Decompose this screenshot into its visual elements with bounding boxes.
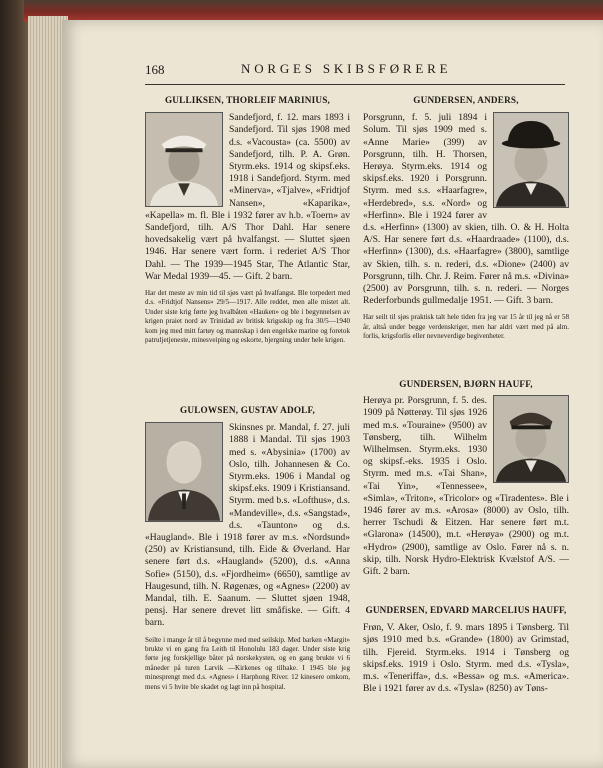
page-number: 168 bbox=[145, 62, 165, 77]
entry-note: Har det meste av min tid til sjøs vært på hvalfangst. Ble torpedert med d.s. «Fridtjof Nansens» 29/5—1917. Alle reddet, men alle mistet alt. Under siste krig førte jeg hvalbåten «Hauken» og ble i begynnelsen av krigen praiet nord av Trinidad av britisk krigsskip og fra 30/5—1940 kom jeg med mitt fartøy og mannskap i den engelske marine og foretok patruljetjeneste, minesveiping og eskorte, bjergning under hele krigen. bbox=[145, 289, 350, 345]
entry-gundersen-anders bbox=[363, 94, 569, 342]
entry-text: Herøya pr. Porsgrunn, f. 5. des. 1909 på Nøtterøy. Til sjøs 1926 med m.s. «Touraine» (9500) av Tønsberg, tilh. Wilhelm Wilhelmsen. Styrm.eks. 1930 og skipsf.-eks. 1935 i Oslo. Styrm. med m.s. «Tai Shan», «Tai Yin», «Tennessee», «Simla», «Triton», «Tricolor» og «Tiradentes». Ble i 1946 fører av m.s. «Arosa» (8000) av Oslo, tilh. herrer Tschudi & Eitzen. Har senere ført m.t. «Glarona» (14500), m.t. «Herøya» (2900) og m.t. «Hydro» (2900), samtlige av Oslo. Fører nå s. n. skip, tilh. Norsk Hydro-Elektrisk Kvælstof A/S. — Gift. 2 barn. bbox=[363, 395, 569, 578]
entry-name: GUNDERSEN, EDVARD MARCELIUS HAUFF, bbox=[365, 605, 567, 615]
entry-name: GULOWSEN, GUSTAV ADOLF, bbox=[180, 405, 315, 415]
entry-text: Frøn, V. Aker, Oslo, f. 9. mars 1895 i Tønsberg. Til sjøs 1910 med b.s. «Grande» (1800) av Grimstad, tilh. Fjereid. Styrm.eks. 1914 i Tønsberg og skipsf.eks. 1919 i Oslo. Styrm. med d.s. «Tysla», m.s. «Teneriffa», d.s. «Bessa» og m.s. «America». Ble i 1921 fører av d.s. «Tysla» (8250) av Tøns- bbox=[363, 622, 569, 695]
entry-text: Porsgrunn, f. 5. juli 1894 i Solum. Til sjøs 1909 med s. «Anne Marie» (399) av Porsgrunn, tilh. H. Thorsen, Herøya. Styrm.eks. 1914 og skipsf.eks. 1920 i Porsgrunn. Styrm. med s.s. «Haarfagre», «Herdebred», s.s. «Nord» og «Herfinn». Ble i 1924 fører av d.s. «Herfinn» (1300) av skien, tilh. O. & H. Holta A/S. Har senere ført d.s. «Haardraade» (1100), d.s. «Herfinn» (1300), d.s. «Haarfagre» (3800), samtlige av Skien, tilh. s. n. rederi, d.s. «Dione» (2400) av Porsgrunn, tilh. Chr. J. Reim. Fører nå m.s. «Divina» (2500) av Porsgrunn, tilh. s. n. rederi. — Norges Rederforbunds gullmedalje 1951. — Gift. 3 barn. bbox=[363, 112, 569, 307]
entry-gundersen-bjorn bbox=[363, 378, 569, 578]
entry-name: GUNDERSEN, BJØRN HAUFF, bbox=[399, 379, 533, 389]
portrait-photo bbox=[493, 395, 569, 483]
entry-text: Skinsnes pr. Mandal, f. 27. juli 1888 i Mandal. Til sjøs 1903 med s. «Abysinia» (1700) av Oslo, tilh. Johannesen & Co. Styrm.eks. 1906 i Mandal og skipsf.eks. 1909 i Kristiansand. Styrm. med b.s. «Lofthus», d.s. «Mandeville», d.s. «Sangstad», d.s. «Taunton» og d.s. «Haugland». Ble i 1918 fører av m.s. «Nordsund» (250) av Kristiansund, tilh. Eide & Øverland. Har senere ført d.s. «Haugland» (5200), d.s. «Anna Sofie» (5150), d.s. «Fjordheim» (6650), samtlige av Haugesund, tilh. N. Røgenæs, og «Agnes» (2200) av Mandal, tilh. E. Saanum. — Sluttet sjøen 1948, pensj. Har senere drevet litt småfiske. — Gift. 4 barn. bbox=[145, 422, 350, 629]
portrait-photo bbox=[145, 112, 223, 207]
portrait-elderly-man bbox=[146, 423, 222, 521]
portrait-man-bowler-hat bbox=[494, 113, 568, 207]
entry-gulliksen bbox=[145, 94, 350, 345]
entry-note: Har seilt til sjøs praktisk talt hele tiden fra jeg var 15 år til jeg nå er 58 år, altså under begge verdenskriger, men har aldri vært med på alm. forlis, krigsforlis eller nevneverdige begivenheter. bbox=[363, 313, 569, 341]
running-head bbox=[145, 62, 565, 82]
entry-name: GUNDERSEN, ANDERS, bbox=[413, 95, 519, 105]
portrait-officer-cap bbox=[494, 396, 568, 482]
book-binding bbox=[0, 0, 28, 768]
portrait-photo bbox=[145, 422, 223, 522]
entry-gundersen-edvard bbox=[363, 604, 569, 695]
entry-note: Seilte i mange år til å begynne med med seilskip. Med barken «Margit» brukte vi en gang fra Leith til Honolulu 183 dager. Under siste krig førte jeg forskjellige båter på norskekysten, og en gang brukte vi 6 måneder på turen Larvik —Kirkenes og tilbake. I 1945 ble jeg minesprengt med d.s. «Agnes» i Harphong River. 12 kinesere omkom, mens vi 5 hvite ble skadet og lagt inn på hospital. bbox=[145, 635, 350, 691]
page-header-title: NORGES SKIBSFØRERE bbox=[241, 61, 452, 76]
header-rule bbox=[145, 84, 565, 85]
book-edge bbox=[24, 0, 603, 22]
portrait-captain-cap bbox=[146, 113, 222, 206]
entry-gulowsen bbox=[145, 404, 350, 692]
entry-text: Sandefjord, f. 12. mars 1893 i Sandefjord. Til sjøs 1908 med d.s. «Vacousta» (ca. 5500) av Sandefjord, tilh. P. A. Grøn. Styrm.eks. 1914 og skipsf.eks. 1918 i Sandefjord. Styrm. med «Minerva», «Tjalve», «Fridtjof Nansen», «Kaparika», «Kapella» m. fl. Ble i 1932 fører av h.b. «Toern» av Sandefjord, tilh. A/S Thor Dahl. Har senere hovedsakelig vært på hvalfangst. — Sluttet sjøen 1946. Har senere vært form. i rederiet A/S Thor Dahl. — The 1939—1945 Star, The Atlantic Star, War Medal 1939—45. — Gift. 2 barn. bbox=[145, 112, 350, 282]
entry-name: GULLIKSEN, THORLEIF MARINIUS, bbox=[164, 95, 331, 105]
portrait-photo bbox=[493, 112, 569, 208]
